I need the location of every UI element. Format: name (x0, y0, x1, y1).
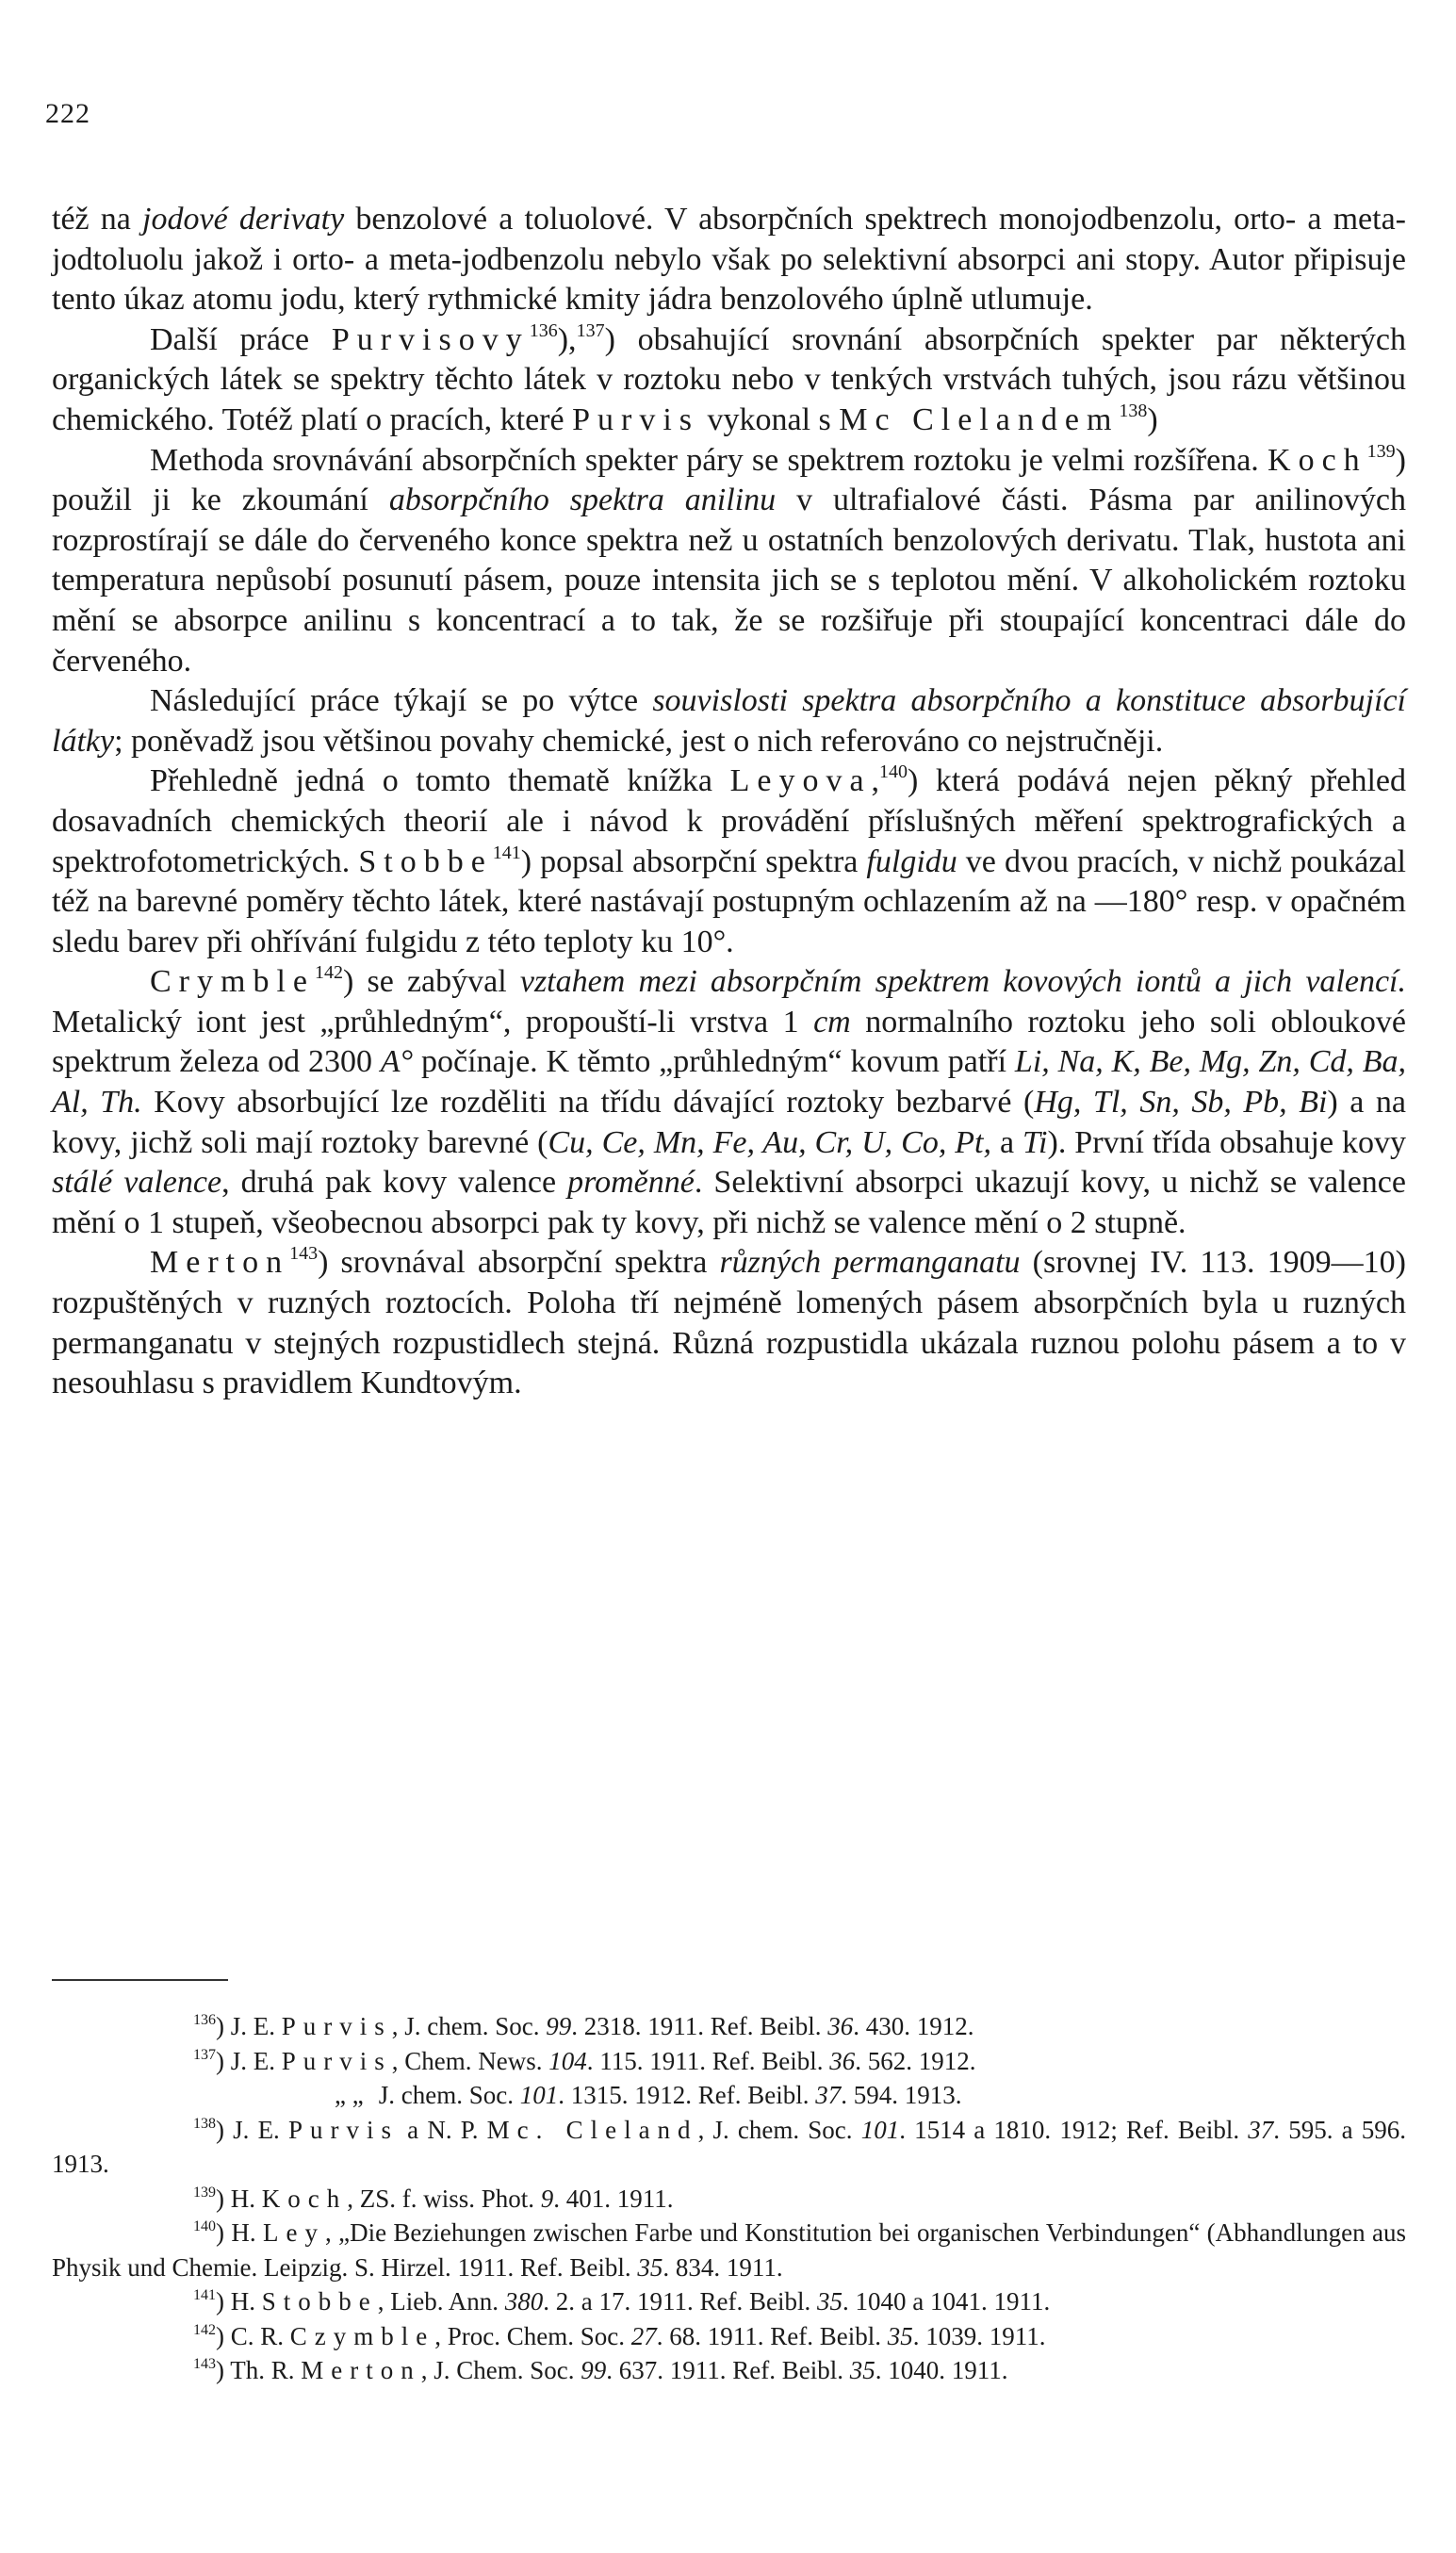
footnote-141: $^{141}$) H. Stobbe, Lieb. Ann. 380. 2. a 17. 1911. Ref. Beibl. 35. 1040 a 1041. 1911. (193, 2287, 1051, 2316)
author-name: Crymble (150, 964, 315, 1000)
footnote-divider (52, 1979, 228, 1981)
footnote-140: $^{140}$) H. Ley, „Die Beziehungen zwischen Farbe und Konstitution bei organischen Verbindungen“ (Abhandlungen aus Physik und Chemie. Leipzig. S. Hirzel. 1911. Ref. Beibl. 35. 834. 1911. (52, 2218, 1406, 2282)
paragraph-5: Přehledně jedná o tomto thematě knížka Leyova,$^{140}$) která podává nejen pěkný přehled dosavadních chemických theorií ale i návod k provádění příslušných měření spektrografických a spektrofotometrických. Stobbe$^{141}$) popsal absorpční spektra fulgidu ve dvou pracích, v nichž poukázal též na barevné poměry těchto látek, které nastávají postupným ochlazením až na —180° resp. v opačném sledu barev při ohřívání fulgidu z této teploty ku 10°. (52, 761, 1407, 959)
footnote-ref: 137 (576, 319, 605, 341)
footnote-138: $^{138}$) J. E. Purvis a N. P. Mc. Cleland, J. chem. Soc. 101. 1514 a 1810. 1912; Ref. Beibl. 37. 595. a 596. 1913. (52, 2115, 1406, 2178)
footnote-ref: 139 (1366, 440, 1396, 462)
paragraph-1: též na jodové derivaty benzolové a toluolové. V absorpčních spektrech monojodbenzolu, orto- a meta-jodtoluolu jakož i orto- a meta-jodbenzolu nebylo však po selektivní absorpci ani stopy. Autor připisuje tento úkaz atomu jodu, který rythmické kmity jádra benzolového úplně utlumuje. (52, 202, 1406, 318)
footnote-ref: 136 (529, 319, 558, 341)
author-name: Koch (1268, 442, 1367, 478)
footnote-142: $^{142}$) C. R. Czymble, Proc. Chem. Soc. 27. 68. 1911. Ref. Beibl. 35. 1039. 1911. (193, 2321, 1046, 2350)
author-name: Merton (150, 1245, 290, 1281)
author-name: Purvisovy (331, 321, 530, 357)
footnotes (52, 2009, 1406, 2388)
footnote-ref: 138 (1119, 400, 1148, 421)
main-text (52, 200, 1406, 1404)
footnote-137: $^{137}$) J. E. Purvis, Chem. News. 104. 115. 1911. Ref. Beibl. 36. 562. 1912. (193, 2046, 976, 2075)
author-name: Stobbe (358, 843, 493, 879)
author-name: Purvis (572, 401, 700, 437)
paragraph-6: Crymble$^{142}$) se zabýval vztahem mezi absorpčním spektrem kovových iontů a jich valencí. Metalický iont jest „průhledným“, propouští-li vrstva 1 cm normalního roztoku jeho soli obloukové spektrum železa od 2300 A° počínaje. K těmto „průhledným“ kovum patří Li, Na, K, Be, Mg, Zn, Cd, Ba, Al, Th. Kovy absorbující lze rozděliti na třídu dávající roztoky bezbarvé (Hg, Tl, Sn, Sb, Pb, Bi) a na kovy, jichž soli mají roztoky barevné (Cu, Ce, Mn, Fe, Au, Cr, U, Co, Pt, a Ti). První třída obsahuje kovy stálé valence, druhá pak kovy valence proměnné. Selektivní absorpci ukazují kovy, u nichž se valence mění o 1 stupeň, všeobecnou absorpci pak ty kovy, při nichž se valence mění o 2 stupně. (52, 962, 1407, 1240)
footnote-ref: 140 (879, 761, 908, 783)
footnote-ref: 143 (289, 1243, 319, 1265)
paragraph-3: Methoda srovnávání absorpčních spekter páry se spektrem roztoku je velmi rozšířena. Koch$^{139}$) použil ji ke zkoumání absorpčního spektra anilinu v ultrafialové části. Pásma par anilinových rozprostírají se dále do červeného konce spektra než u ostatních benzolových derivatu. Tlak, hustota ani temperatura nepůsobí posunutí pásem, pouze intensita jich se s teplotou mění. V alkoholickém roztoku mění se absorpce anilinu s koncentrací a to tak, že se rozšiřuje při stoupající koncentraci dále do červeného. (52, 440, 1406, 679)
footnote-136: $^{136}$) J. E. Purvis, J. chem. Soc. 99. 2318. 1911. Ref. Beibl. 36. 430. 1912. (193, 2012, 974, 2040)
footnote-ref: 141 (492, 842, 521, 863)
page-number: 222 (45, 98, 90, 129)
paragraph-7: Merton$^{143}$) srovnával absorpční spektra různých permanganatu (srovnej IV. 113. 1909—10) rozpuštěných v ruzných roztocích. Poloha tří nejméně lomených pásem absorpčních byla u ruzných permanganatu v stejných rozpustidlech stejná. Různá rozpustidla ukázala ruznou polohu pásem a to v nesouhlasu s pravidlem Kundtovým. (52, 1243, 1406, 1401)
footnote-ref: 142 (314, 962, 343, 984)
paragraph-2: Další práce Purvisovy$^{136}$),$^{137}$) obsahující srovnání absorpčních spekter par některých organických látek se spektry těchto látek v roztoku nebo v tenkých vrstvách tuhých, jsou rázu většinou chemického. Totéž platí o pracích, které Purvis vykonal s Mc Clelandem$^{138}$) (52, 319, 1406, 437)
footnote-143: $^{143}$) Th. R. Merton, J. Chem. Soc. 99. 637. 1911. Ref. Beibl. 35. 1040. 1911. (193, 2356, 1008, 2384)
footnote-139: $^{139}$) H. Koch, ZS. f. wiss. Phot. 9. 401. 1911. (193, 2184, 674, 2213)
paragraph-4: Následující práce týkají se po výtce souvislosti spektra absorpčního a konstituce absorbující látky; poněvadž jsou většinou povahy chemické, jest o nich referováno co nejstručněji. (52, 683, 1406, 759)
author-name: Leyova (729, 763, 872, 799)
footnote-137-continued: „ „ J. chem. Soc. 101. 1315. 1912. Ref. Beibl. 37. 594. 1913. (335, 2081, 962, 2109)
author-name: Mc Clelandem (839, 401, 1120, 437)
